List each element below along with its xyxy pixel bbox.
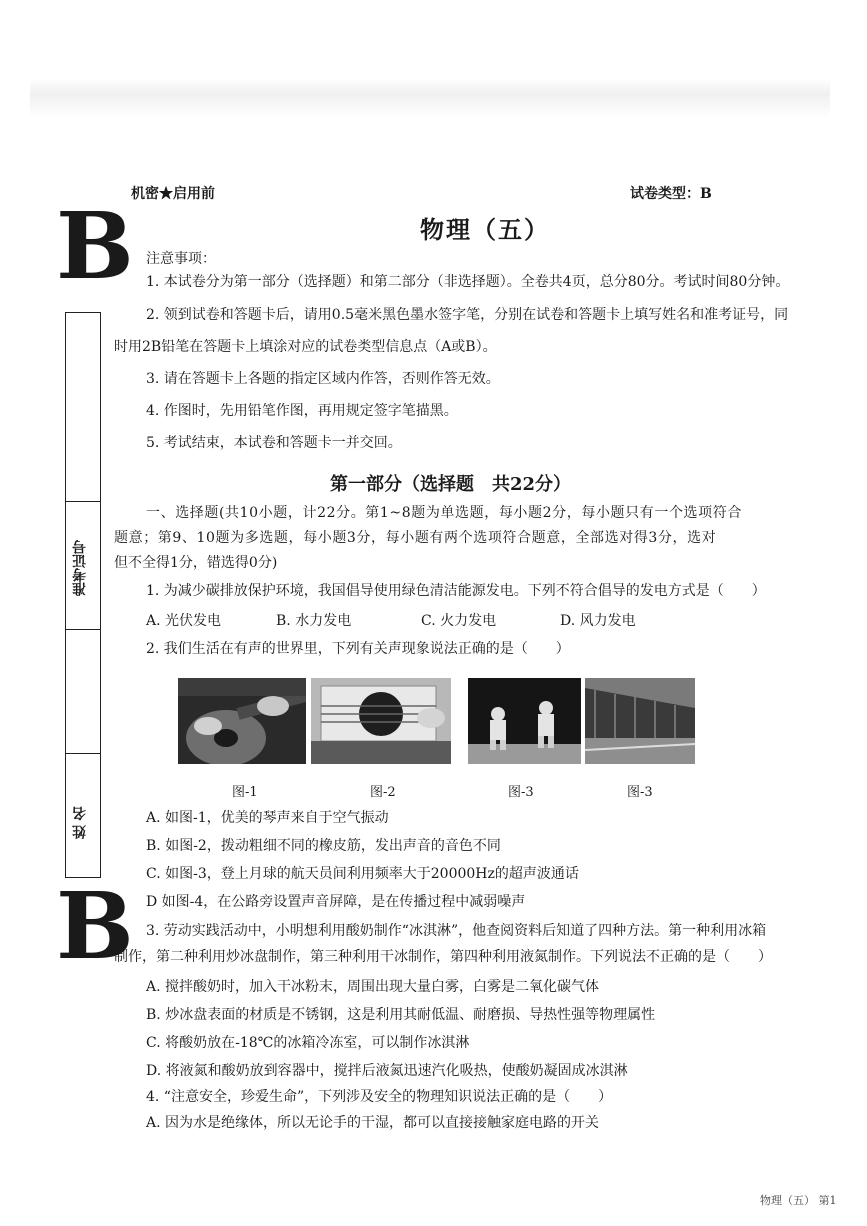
q1-option-b: B. 水力发电: [276, 613, 352, 629]
figure-caption-1: 图-1: [232, 785, 258, 800]
name-label: 姓 名: [72, 806, 88, 840]
q2-figures: [0, 678, 867, 764]
q4-option-a: A. 因为水是绝缘体，所以无论手的干湿，都可以直接接触家庭电路的开关: [146, 1115, 600, 1131]
sound-barrier-photo: [585, 678, 695, 764]
notice-item-1: 1. 本试卷分为第一部分（选择题）和第二部分（非选择题）。全卷共4页，总分80分。考试时间80分钟。: [146, 274, 790, 290]
rubber-band-box-photo: [311, 678, 451, 764]
figure-caption-4: 图-3: [627, 785, 653, 800]
notice-heading: 注意事项：: [146, 251, 216, 267]
q3-stem-line-2: 制作，第二种利用炒冰盘制作，第三种利用干冰制作，第四种利用液氮制作。下列说法不正确的是（ ）: [114, 949, 772, 965]
figure-caption-3: 图-3: [508, 785, 534, 800]
section-title: 第一部分（选择题 共22分）: [330, 474, 572, 495]
q1-option-c: C. 火力发电: [421, 613, 497, 629]
section-intro-line-3: 但不全得1分，错选得0分): [114, 555, 278, 571]
section-intro-line-2: 题意；第9、10题为多选题，每小题3分，每小题有两个选项符合题意，全部选对得3分，选对: [114, 530, 717, 546]
q2-option-d: D 如图-4，在公路旁设置声音屏障，是在传播过程中减弱噪声: [146, 894, 526, 910]
q3-option-c: C. 将酸奶放在-18℃的冰箱冷冻室，可以制作冰淇淋: [146, 1035, 470, 1051]
notice-item-3: 3. 请在答题卡上各题的指定区域内作答，否则作答无效。: [146, 371, 500, 387]
strip-divider: [66, 629, 100, 630]
page-title: 物理（五）: [420, 215, 550, 244]
q2-option-b: B. 如图-2，拨动粗细不同的橡皮筋，发出声音的音色不同: [146, 838, 501, 854]
exam-id-label: 准考证号: [72, 540, 88, 596]
paper-type-letter-top: B: [56, 192, 134, 300]
scan-shadow: [30, 78, 830, 118]
moon-astronauts-photo: [468, 678, 581, 764]
figure-caption-2: 图-2: [370, 785, 396, 800]
q3-option-d: D. 将液氮和酸奶放到容器中，搅拌后液氮迅速汽化吸热，使酸奶凝固成冰淇淋: [146, 1063, 628, 1079]
q2-stem: 2. 我们生活在有声的世界里，下列有关声现象说法正确的是（ ）: [146, 641, 570, 657]
page-footer: 物理（五） 第1: [760, 1194, 837, 1207]
notice-item-4: 4. 作图时，先用铅笔作图，再用规定签字笔描黑。: [146, 403, 458, 419]
candidate-info-strip: [65, 312, 101, 878]
section-intro-line-1: 一、选择题(共10小题，计22分。第1~8题为单选题，每小题2分，每小题只有一个选项符合: [146, 505, 742, 521]
notice-item-2: 2. 领到试卷和答题卡后，请用0.5毫米黑色墨水签字笔，分别在试卷和答题卡上填写姓名和准考证号，同: [146, 307, 789, 323]
guitar-photo: [178, 678, 306, 764]
paper-type-label: 试卷类型：B: [630, 186, 712, 202]
paper-type-letter-bottom: B: [56, 872, 134, 980]
q1-stem: 1. 为减少碳排放保护环境，我国倡导使用绿色清洁能源发电。下列不符合倡导的发电方式是（ ）: [146, 583, 766, 599]
q3-option-b: B. 炒冰盘表面的材质是不锈钢，这是利用其耐低温、耐磨损、导热性强等物理属性: [146, 1007, 656, 1023]
q3-stem-line-1: 3. 劳动实践活动中，小明想利用酸奶制作“冰淇淋”，他查阅资料后知道了四种方法。第一种利用冰箱: [146, 923, 767, 939]
strip-divider: [66, 501, 100, 502]
q2-option-c: C. 如图-3，登上月球的航天员间利用频率大于20000Hz的超声波通话: [146, 866, 579, 882]
q1-option-a: A. 光伏发电: [146, 613, 222, 629]
q1-option-d: D. 风力发电: [560, 613, 636, 629]
q3-option-a: A. 搅拌酸奶时，加入干冰粉末，周围出现大量白雾，白雾是二氧化碳气体: [146, 979, 600, 995]
notice-item-5: 5. 考试结束，本试卷和答题卡一并交回。: [146, 435, 402, 451]
notice-item-2-cont: 时用2B铅笔在答题卡上填涂对应的试卷类型信息点（A或B）。: [114, 339, 497, 355]
q2-option-a: A. 如图-1，优美的琴声来自于空气振动: [146, 810, 389, 826]
confidential-label: 机密★启用前: [131, 186, 215, 202]
q4-stem: 4. “注意安全，珍爱生命”，下列涉及安全的物理知识说法正确的是（ ）: [146, 1089, 613, 1105]
